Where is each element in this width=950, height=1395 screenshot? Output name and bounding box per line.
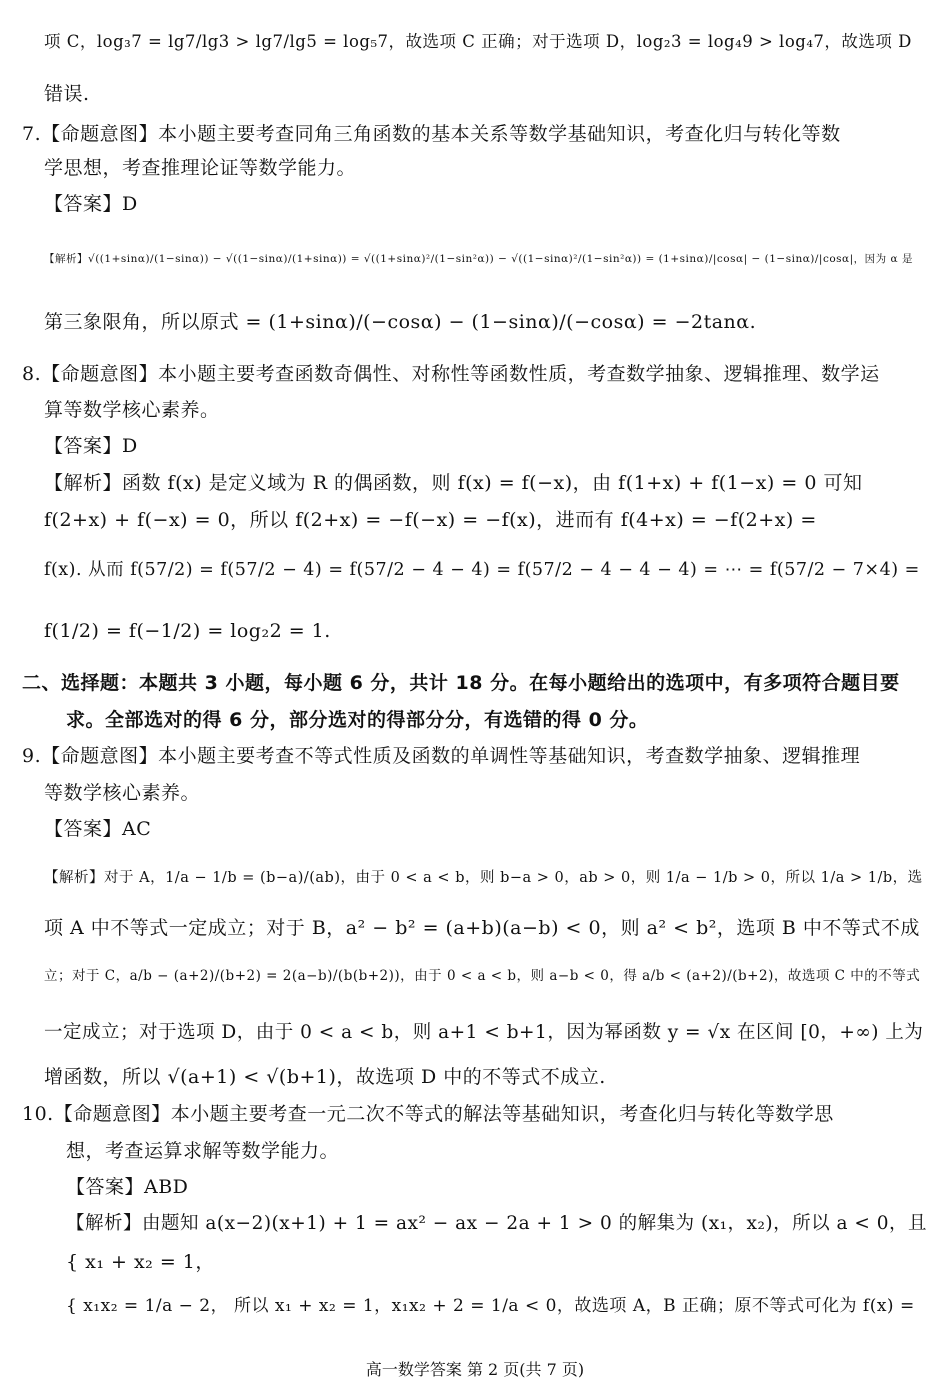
text-line: 算等数学核心素养。	[44, 399, 220, 421]
text-line: 项 A 中不等式一定成立；对于 B，a² − b² = (a+b)(a−b) < 0，则 a² < b²，选项 B 中不等式不成	[44, 917, 920, 939]
section-heading-cont: 求。全部选对的得 6 分，部分选对的得部分分，有选错的得 0 分。	[66, 709, 649, 731]
question-7-intent: 7.【命题意图】本小题主要考查同角三角函数的基本关系等数学基础知识，考查化归与转化等数	[22, 123, 841, 145]
section-heading: 二、选择题：本题共 3 小题，每小题 6 分，共计 18 分。在每小题给出的选项中，有多项符合题目要	[22, 672, 900, 694]
text-line: 第三象限角，所以原式 = (1+sinα)/(−cosα) − (1−sinα)/(−cosα) = −2tanα.	[44, 311, 757, 333]
text-line: f(x). 从而 f(57/2) = f(57/2 − 4) = f(57/2 − 4 − 4) = f(57/2 − 4 − 4 − 4) = ⋯ = f(57/2 − 7×4) =	[44, 560, 920, 580]
text-line: 增函数，所以 √(a+1) < √(b+1)，故选项 D 中的不等式不成立.	[44, 1066, 606, 1088]
question-10-analysis: 【解析】由题知 a(x−2)(x+1) + 1 = ax² − ax − 2a + 1 > 0 的解集为 (x₁，x₂)，所以 a < 0，且	[66, 1213, 928, 1234]
text-line: 项 C，log₃7 = lg7/lg3 > lg7/lg5 = log₅7，故选项 C 正确；对于选项 D，log₂3 = log₄9 > log₄7，故选项 D	[44, 32, 912, 51]
text-line: 学思想，考查推理论证等数学能力。	[44, 157, 357, 179]
text-line: 想，考查运算求解等数学能力。	[66, 1140, 340, 1162]
question-10-intent: 10.【命题意图】本小题主要考查一元二次不等式的解法等基础知识，考查化归与转化等数学思	[22, 1103, 834, 1125]
question-9-intent: 9.【命题意图】本小题主要考查不等式性质及函数的单调性等基础知识，考查数学抽象、逻辑推理	[22, 745, 861, 767]
question-7-answer: 【答案】D	[44, 193, 138, 215]
text-line: 立；对于 C，a/b − (a+2)/(b+2) = 2(a−b)/(b(b+2))，由于 0 < a < b，则 a−b < 0，得 a/b < (a+2)/(b+2)，故选项 C 中的不等式	[44, 968, 921, 984]
question-9-analysis: 【解析】对于 A，1/a − 1/b = (b−a)/(ab)，由于 0 < a < b，则 b−a > 0，ab > 0，则 1/a − 1/b > 0，所以 1/a > 1/b，选	[44, 870, 923, 886]
text-line: 一定成立；对于选项 D，由于 0 < a < b，则 a+1 < b+1，因为幂函数 y = √x 在区间 [0，+∞) 上为	[44, 1022, 924, 1043]
page-footer: 高一数学答案 第 2 页(共 7 页)	[365, 1360, 585, 1379]
question-7-analysis: 【解析】√((1+sinα)/(1−sinα)) − √((1−sinα)/(1+sinα)) = √((1+sinα)²/(1−sin²α)) − √((1−sinα)²/(1−sin²α)) = (1+sinα)/|cosα| − (1−sinα)/|cosα|，因为 α 是	[44, 253, 913, 265]
question-8-analysis: 【解析】函数 f(x) 是定义域为 R 的偶函数，则 f(x) = f(−x)，由 f(1+x) + f(1−x) = 0 可知	[44, 472, 863, 494]
question-10-answer: 【答案】ABD	[66, 1176, 189, 1198]
text-line: 等数学核心素养。	[44, 782, 201, 804]
question-8-intent: 8.【命题意图】本小题主要考查函数奇偶性、对称性等函数性质，考查数学抽象、逻辑推理、数学运	[22, 363, 880, 385]
text-line: f(1/2) = f(−1/2) = log₂2 = 1.	[44, 620, 331, 642]
equation-system-line-1: { x₁ + x₂ = 1，	[66, 1251, 215, 1273]
text-line: 错误.	[44, 83, 90, 105]
question-9-answer: 【答案】AC	[44, 818, 152, 840]
equation-system-line-2: { x₁x₂ = 1/a − 2， 所以 x₁ + x₂ = 1，x₁x₂ + 2 = 1/a < 0，故选项 A，B 正确；原不等式可化为 f(x) =	[66, 1296, 915, 1316]
question-8-answer: 【答案】D	[44, 435, 138, 457]
text-line: f(2+x) + f(−x) = 0，所以 f(2+x) = −f(−x) = −f(x)，进而有 f(4+x) = −f(2+x) =	[44, 509, 817, 531]
